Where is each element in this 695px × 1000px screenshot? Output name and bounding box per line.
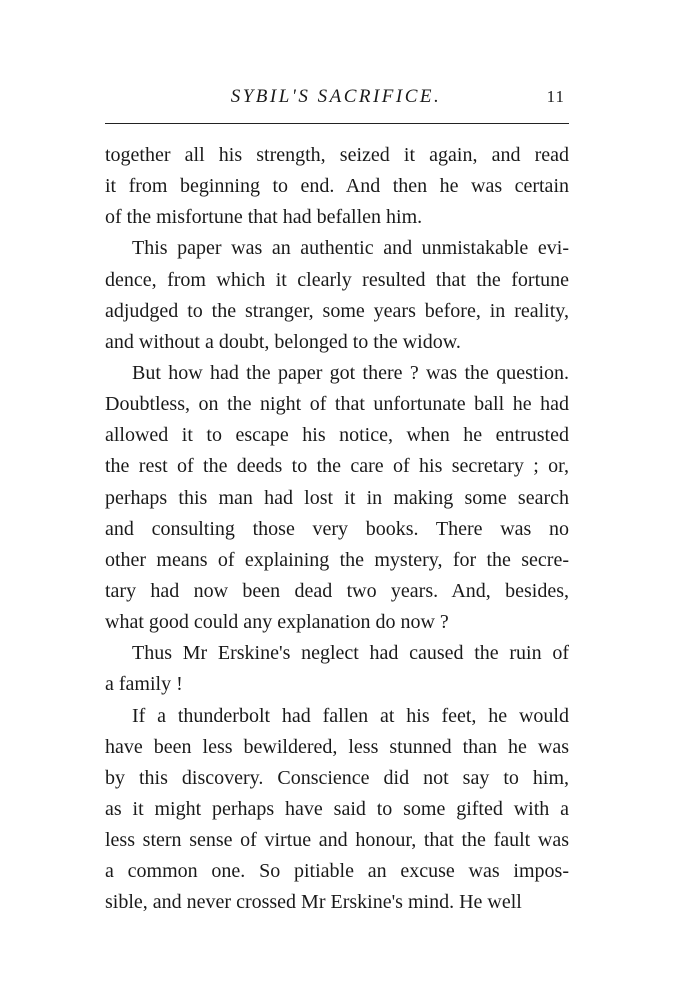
text-line: and consulting those very books. There was no: [105, 517, 569, 540]
text-line: what good could any explanation do now ?: [105, 611, 449, 634]
text-line: other means of explaining the mystery, for the secre-: [105, 548, 569, 571]
paragraph: [105, 701, 569, 919]
text-line: Doubtless, on the night of that unfortunate ball he had: [105, 393, 569, 416]
text-line: But how had the paper got there ? was the question.: [132, 361, 569, 384]
text-line: it from beginning to end. And then he was certain: [105, 175, 569, 198]
text-line: tary had now been dead two years. And, besides,: [105, 579, 569, 602]
text-line: of the misfortune that had befallen him.: [105, 206, 423, 229]
text-line: a family !: [105, 673, 183, 696]
text-line: less stern sense of virtue and honour, that the fault was: [105, 829, 569, 852]
header-rule: [105, 123, 569, 124]
body-text: [105, 140, 569, 919]
text-line: adjudged to the stranger, some years before, in reality,: [105, 299, 569, 322]
text-line: together all his strength, seized it again, and read: [105, 144, 569, 166]
text-line: allowed it to escape his notice, when he entrusted: [105, 424, 569, 447]
paragraph: [105, 638, 569, 700]
paragraph: [105, 140, 569, 233]
text-line: the rest of the deeds to the care of his secretary ; or,: [105, 455, 569, 478]
text-line: have been less bewildered, less stunned than he was: [105, 735, 569, 758]
running-title: SYBIL'S SACRIFICE.: [230, 86, 442, 107]
text-line: a common one. So pitiable an excuse was impos-: [105, 860, 569, 883]
paragraph: [105, 358, 569, 638]
text-line: dence, from which it clearly resulted that the fortune: [105, 268, 569, 291]
page-number: 11: [546, 87, 565, 106]
text-line: This paper was an authentic and unmistakable evi-: [132, 237, 569, 260]
text-line: Thus Mr Erskine's neglect had caused the ruin of: [132, 642, 569, 665]
text-line: and without a doubt, belonged to the widow.: [105, 330, 461, 353]
text-line: sible, and never crossed Mr Erskine's mind. He well: [105, 891, 522, 914]
text-line: as it might perhaps have said to some gifted with a: [105, 797, 569, 820]
paragraph: [105, 233, 569, 358]
text-line: by this discovery. Conscience did not say to him,: [105, 766, 569, 789]
text-line: If a thunderbolt had fallen at his feet, he would: [132, 704, 569, 727]
text-line: perhaps this man had lost it in making some search: [105, 486, 569, 509]
running-head: [105, 84, 567, 114]
